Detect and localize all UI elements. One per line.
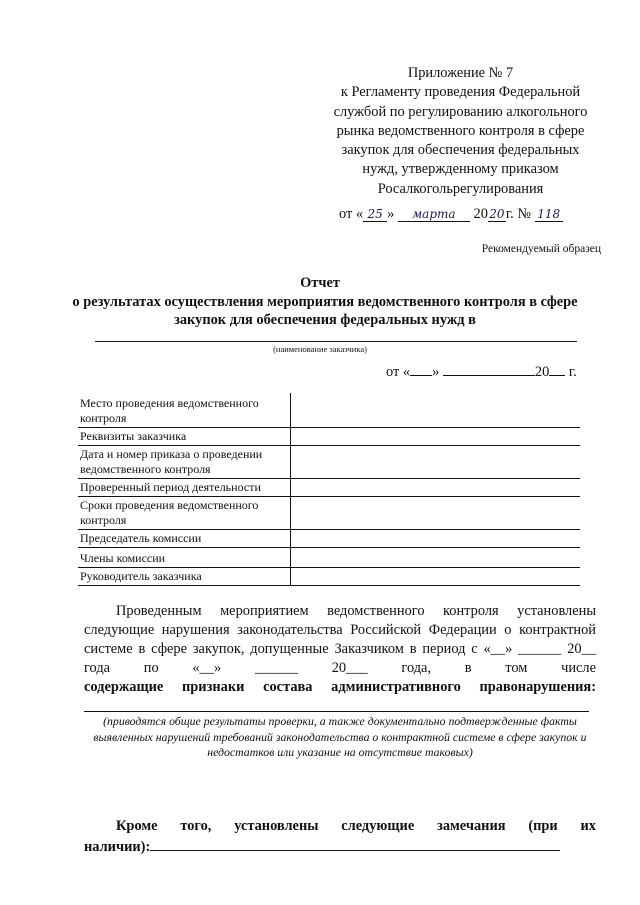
table-row	[78, 529, 580, 547]
report-title: Отчет	[300, 275, 340, 291]
violations-line: следующие нарушения законодательства Российской Федерации о контрактной	[84, 622, 596, 638]
violations-paragraph	[84, 602, 596, 697]
violations-line: содержащие признаки состава административного правонарушения:	[84, 679, 596, 695]
inspection-info-table	[78, 393, 580, 586]
violations-line: года по «__» ______ 20___ года, в том числе	[84, 660, 596, 676]
table-row-value	[291, 567, 580, 585]
table-row	[78, 478, 580, 496]
table-row	[78, 393, 580, 427]
report-date	[386, 363, 577, 381]
report-date-prefix: от «	[386, 364, 411, 380]
violations-line: системе в сфере закупок, допущенные Заказчиком в период с «__» ______ 20__	[84, 641, 596, 657]
appendix-header	[318, 64, 603, 199]
order-day: 25	[363, 207, 387, 222]
order-prefix: от «	[339, 206, 364, 222]
appendix-line: рынка ведомственного контроля в сфере	[336, 122, 585, 139]
appendix-line: Приложение № 7	[407, 65, 514, 81]
recommended-sample-label: Рекомендуемый образец	[481, 243, 601, 255]
remarks-fill-line	[150, 838, 560, 851]
customer-name-caption: (наименование заказчика)	[273, 344, 367, 354]
appendix-line: к Регламенту проведения Федеральной	[340, 84, 581, 101]
results-fill-line	[84, 711, 589, 712]
appendix-line: службой по регулированию алкогольного	[333, 103, 588, 120]
remarks-label: наличии):	[84, 839, 151, 855]
table-row-label: Председатель комиссии	[78, 529, 291, 547]
report-date-mid: »	[432, 364, 440, 380]
report-date-month-blank	[443, 363, 535, 376]
violations-line: Проведенным мероприятием ведомственного контроля установлены	[116, 603, 596, 619]
table-row	[78, 547, 580, 567]
remarks-line: Кроме того, установлены следующие замечания (при их	[116, 818, 596, 834]
table-row	[78, 496, 580, 529]
table-row-label: Проверенный период деятельности	[78, 478, 291, 496]
table-row-label: Дата и номер приказа о проведении ведомственного контроля	[78, 445, 291, 478]
table-row-value	[291, 478, 580, 496]
customer-name-line	[95, 341, 577, 342]
table-row-label: Сроки проведения ведомственного контроля	[78, 496, 291, 529]
order-year-suffix: г. №	[505, 206, 532, 222]
remarks-paragraph	[84, 816, 596, 858]
appendix-line: Росалкогольрегулирования	[377, 180, 544, 197]
table-row	[78, 567, 580, 585]
report-date-day-blank	[410, 363, 432, 376]
remarks-line-2	[84, 837, 596, 858]
table-row-value	[291, 547, 580, 567]
order-date-number	[339, 206, 609, 223]
table-row-label: Руководитель заказчика	[78, 567, 291, 585]
table-row-value	[291, 427, 580, 445]
order-mid: »	[387, 206, 395, 222]
order-year-prefix: 20	[473, 206, 488, 222]
table-row-value	[291, 393, 580, 427]
appendix-line: нужд, утвержденному приказом	[362, 161, 559, 178]
table-row-label: Место проведения ведомственного контроля	[78, 393, 291, 427]
table-row-value	[291, 529, 580, 547]
results-caption: (приводятся общие результаты проверки, а также документально подтвержденные факты выявленных нарушений требований законодательства о контрактной системе в сфере закупок и недостатков или указание на отсутствие таковых)	[93, 714, 587, 759]
order-year: 20	[489, 207, 505, 221]
table-row-label: Члены комиссии	[78, 547, 291, 567]
table-row-label: Реквизиты заказчика	[78, 427, 291, 445]
report-date-suffix: г.	[568, 364, 577, 380]
table-row	[78, 445, 580, 478]
appendix-line: закупок для обеспечения федеральных	[341, 142, 580, 159]
table-row-value	[291, 445, 580, 478]
report-subtitle: о результатах осуществления мероприятия ведомственного контроля в сфере закупок для обеспечения федеральных нужд в	[72, 294, 578, 328]
report-date-year-blank	[549, 363, 565, 376]
table-row	[78, 427, 580, 445]
report-date-year: 20	[534, 364, 550, 380]
order-month: марта	[398, 207, 470, 222]
table-row-value	[291, 496, 580, 529]
order-number: 118	[535, 207, 563, 222]
